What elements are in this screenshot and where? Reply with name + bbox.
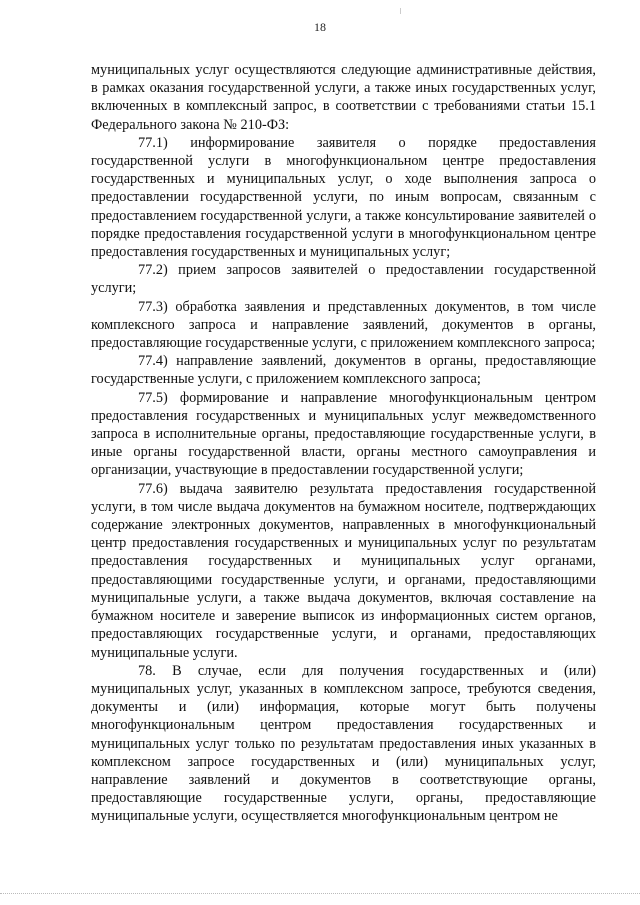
page-bottom-divider	[0, 893, 640, 894]
paragraph-77-2: 77.2) прием запросов заявителей о предоставлении государственной услуги;	[91, 262, 596, 297]
paragraph-77-5: 77.5) формирование и направление многофункциональным центром предоставления государственных и муниципальных услуг межведомственного запроса в исполнительные органы, предоставляющие государственные услуги, в иные органы государственной власти, органы местного самоуправления и организации, участвующие в предоставлении государственной услуги;	[91, 389, 596, 479]
paragraph-77-1: 77.1) информирование заявителя о порядке предоставления государственной услуги в многофункциональном центре предоставления государственных и муниципальных услуг, о ходе выполнения запроса о предоставлении государственной услуги, по иным вопросам, связанным с предоставлением государственной услуги, а также консультирование заявителей о порядке предоставления государственной услуги в многофункциональном центре предоставления государственных и муниципальных услуг;	[91, 134, 596, 261]
paragraph-77-3: 77.3) обработка заявления и представленных документов, в том числе комплексного запроса и направление заявлений, документов в органы, предоставляющие государственные услуги, с приложением комплексного запроса;	[91, 298, 596, 352]
document-body	[91, 61, 596, 826]
scan-mark	[400, 8, 401, 14]
paragraph-intro: муниципальных услуг осуществляются следующие административные действия, в рамках оказания государственной услуги, а также иных государственных услуг, включенных в комплексный запрос, в соответствии с требованиями статьи 15.1 Федерального закона № 210-ФЗ:	[91, 62, 596, 133]
paragraph-77-6: 77.6) выдача заявителю результата предоставления государственной услуги, в том числе выдача документов на бумажном носителе, подтверждающих содержание электронных документов, направленных в многофункциональный центр предоставления государственных и муниципальных услуг по результатам предоставления государственных и муниципальных услуг органами, предоставляющими государственные услуги, и органами, предоставляющими муниципальные услуги, а также выдача документов, включая составление на бумажном носителе и заверение выписок из информационных систем органов, предоставляющих государственные услуги, и органами, предоставляющих муниципальные услуги.	[91, 480, 596, 661]
paragraph-78: 78. В случае, если для получения государственных и (или) муниципальных услуг, указанных в комплексном запросе, требуются сведения, документы и (или) информация, которые могут быть получены многофункциональным центром предоставления государственных и муниципальных услуг только по результатам предоставления иных указанных в комплексном запросе государственных и (или) муниципальных услуг, направление заявлений и документов в соответствующие органы, предоставляющие государственные услуги, органы, предоставляющие муниципальные услуги, осуществляется многофункциональным центром не	[91, 662, 596, 825]
page-number: 18	[314, 20, 326, 34]
paragraph-77-4: 77.4) направление заявлений, документов в органы, предоставляющие государственные услуги, с приложением комплексного запроса;	[91, 353, 596, 388]
